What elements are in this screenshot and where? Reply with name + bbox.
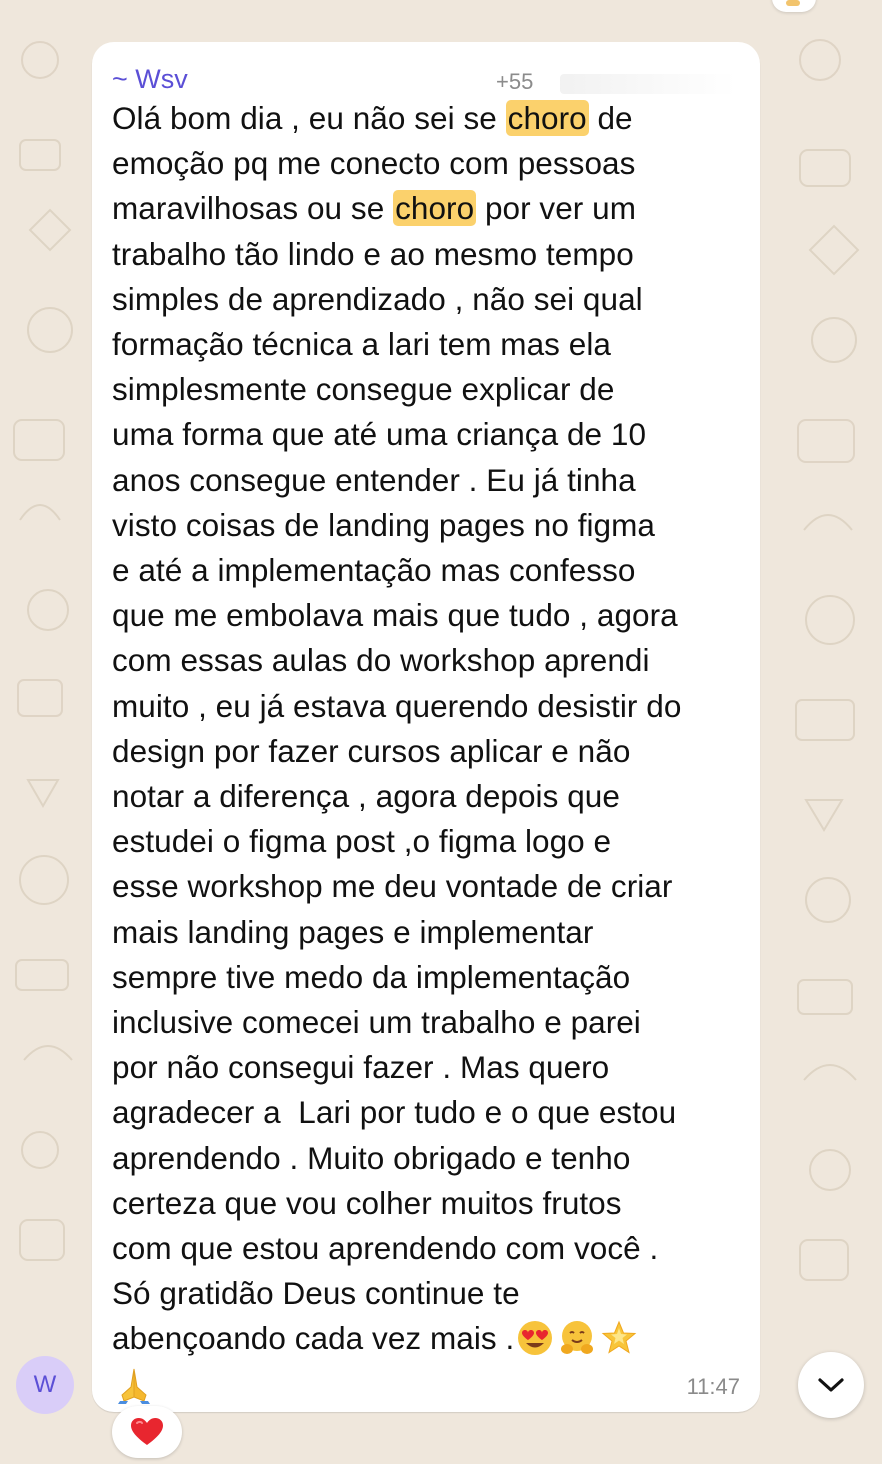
avatar-initial: W <box>33 1371 57 1398</box>
message-text-segment: por não consegui fazer . Mas quero <box>112 1049 610 1086</box>
message-line <box>112 819 740 864</box>
message-line <box>112 684 740 729</box>
message-line <box>112 1181 740 1226</box>
message-text-segment: estudei o figma post ,o figma logo e <box>112 823 612 860</box>
message-text-segment: certeza que vou colher muitos frutos <box>112 1184 622 1221</box>
message-text-segment: inclusive comecei um trabalho e parei <box>112 1004 641 1041</box>
message-line <box>112 774 740 819</box>
message-text-segment: com que estou aprendendo com você . <box>112 1230 659 1267</box>
sender-avatar[interactable] <box>16 1356 74 1414</box>
message-text-segment: por ver um <box>476 190 636 227</box>
scroll-to-bottom-button[interactable] <box>798 1352 864 1418</box>
message-text-segment: abençoando cada vez mais . <box>112 1320 515 1357</box>
message-text-segment: agradecer a Lari por tudo e o que estou <box>112 1094 677 1131</box>
message-text-segment: sempre tive medo da implementação <box>112 958 631 995</box>
message-text-segment: maravilhosas ou se <box>112 190 394 227</box>
message-text-segment: que me embolava mais que tudo , agora <box>112 597 678 634</box>
message-text-segment: uma forma que até uma criança de 10 <box>112 416 647 453</box>
message-line <box>112 277 740 322</box>
message-line <box>112 593 740 638</box>
message-timestamp: 11:47 <box>686 1374 740 1399</box>
message-text-segment: muito , eu já estava querendo desistir do <box>112 687 682 724</box>
message-line <box>112 412 740 457</box>
message-line <box>112 1045 740 1090</box>
message-text-segment: visto coisas de landing pages no figma <box>112 506 655 543</box>
folded-hands-emoji <box>114 1365 154 1411</box>
message-text-segment: formação técnica a lari tem mas ela <box>112 326 611 363</box>
reaction-badge[interactable] <box>112 1406 182 1458</box>
message-text-segment: simplesmente consegue explicar de <box>112 371 615 408</box>
message-text-segment: Olá bom dia , eu não sei se <box>112 100 506 136</box>
message-line <box>112 96 740 141</box>
message-text-segment: e até a implementação mas confesso <box>112 552 636 589</box>
message-line <box>112 1316 740 1363</box>
phone-redaction <box>560 74 736 94</box>
chevron-down-icon <box>816 1375 846 1395</box>
message-text-segment: esse workshop me deu vontade de criar <box>112 868 673 905</box>
message-line <box>112 503 740 548</box>
message-text-segment: Só gratidão Deus continue te <box>112 1275 520 1312</box>
glowing-star-emoji <box>600 1319 638 1363</box>
message-line <box>112 910 740 955</box>
message-line <box>112 322 740 367</box>
message-text-segment: simples de aprendizado , não sei qual <box>112 280 643 317</box>
message-line <box>112 638 740 683</box>
message-line <box>112 864 740 909</box>
message-text-segment: anos consegue entender . Eu já tinha <box>112 461 636 498</box>
sender-row <box>112 52 740 94</box>
message-line <box>112 458 740 503</box>
message-text-segment: de <box>588 100 633 136</box>
message-line <box>112 141 740 186</box>
sender-name[interactable]: ~ Wsv <box>112 64 188 94</box>
message-line <box>112 548 740 593</box>
message-line <box>112 1136 740 1181</box>
message-text-segment: emoção pq me conecto com pessoas <box>112 145 636 182</box>
search-highlight: choro <box>395 190 475 227</box>
red-heart-icon <box>130 1417 164 1447</box>
message-line <box>112 1363 740 1411</box>
message-line <box>112 186 740 231</box>
message-line <box>112 729 740 774</box>
message-line <box>112 1271 740 1316</box>
message-line <box>112 1226 740 1271</box>
message-text-segment: mais landing pages e implementar <box>112 913 594 950</box>
message-line <box>112 1090 740 1135</box>
hugging-face-emoji <box>558 1319 596 1363</box>
message-line <box>112 1000 740 1045</box>
message-text-segment: aprendendo . Muito obrigado e tenho <box>112 1139 631 1176</box>
message-text-segment: com essas aulas do workshop aprendi <box>112 642 650 679</box>
message-text <box>112 96 740 1411</box>
sender-phone: +55 <box>496 69 534 94</box>
message-bubble[interactable] <box>92 42 760 1412</box>
heart-eyes-face-emoji <box>516 1319 554 1363</box>
message-line <box>112 232 740 277</box>
message-text-segment: notar a diferença , agora depois que <box>112 778 620 815</box>
message-line <box>112 955 740 1000</box>
message-line <box>112 367 740 412</box>
message-text-segment: design por fazer cursos aplicar e não <box>112 732 631 769</box>
message-text-segment: trabalho tão lindo e ao mesmo tempo <box>112 235 634 272</box>
search-highlight: choro <box>507 100 587 136</box>
